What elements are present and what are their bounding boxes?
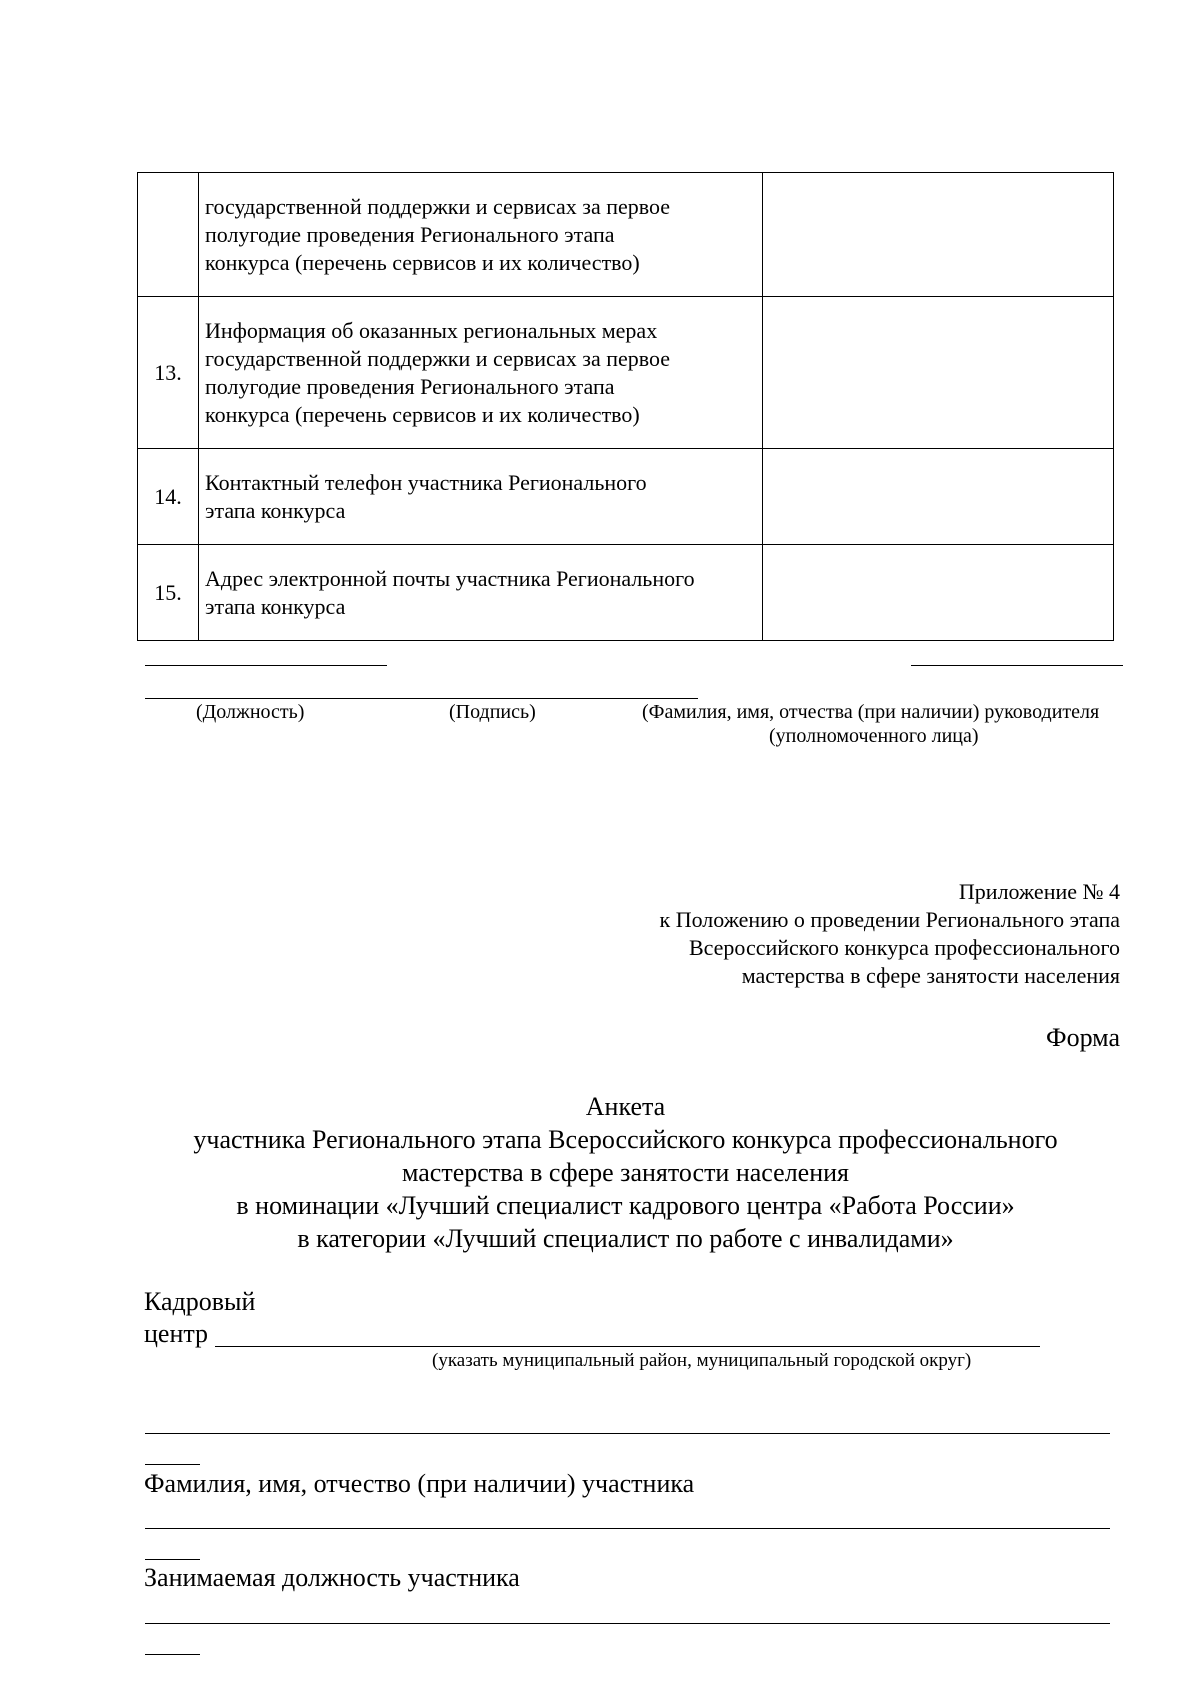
fio-label: Фамилия, имя, отчество (при наличии) участника [144,1469,695,1498]
table-row [138,173,1114,297]
appendix-line: к Положению о проведении Регионального этапа [659,907,1120,932]
center-label-2: центр [144,1319,209,1348]
form-title [137,1090,1114,1255]
center-input-line-2-tail [145,1464,200,1465]
table-row [138,449,1114,545]
row-number [138,173,199,297]
description-line: Информация об оказанных региональных мерах [205,317,658,343]
row-description [199,297,763,449]
title-line: Анкета [585,1092,666,1121]
signature-caption: (Подпись) [449,701,536,723]
row-value-cell[interactable] [763,545,1114,641]
row-description [199,545,763,641]
description-line: этапа конкурса [205,497,346,523]
table-row [138,545,1114,641]
description-line: Контактный телефон участника Регионального [205,469,647,495]
participant-info-table [137,172,1114,641]
title-line: мастерства в сфере занятости населения [401,1158,849,1187]
description-line: Адрес электронной почты участника Регионального [205,565,695,591]
description-line: конкурса (перечень сервисов и их количество) [205,401,640,427]
row-number: 13. [138,297,199,449]
table-row [138,297,1114,449]
center-label-1: Кадровый [144,1287,256,1316]
description-line: государственной поддержки и сервисах за первое [205,193,671,219]
description-line: государственной поддержки и сервисах за первое [205,345,671,371]
position-caption: (Должность) [196,701,305,723]
row-value-cell[interactable] [763,173,1114,297]
appendix-line: Всероссийского конкурса профессионального [688,935,1120,960]
title-line: в номинации «Лучший специалист кадрового центра «Работа России» [236,1191,1015,1220]
appendix-header [660,878,1121,990]
description-line: этапа конкурса [205,593,346,619]
appendix-line: Приложение № 4 [958,879,1120,904]
title-line: в категории «Лучший специалист по работе с инвалидами» [297,1224,954,1253]
position-input-line-tail [145,1654,200,1655]
position-line [145,665,387,666]
row-description [199,449,763,545]
description-line: конкурса (перечень сервисов и их количество) [205,249,640,275]
center-input-line-2[interactable] [145,1433,1110,1434]
fio-input-line-tail [145,1559,200,1560]
position-input-line[interactable] [145,1623,1110,1624]
name-line [911,665,1123,666]
fio-input-line[interactable] [145,1528,1110,1529]
row-number: 15. [138,545,199,641]
signature-line [145,698,698,699]
name-caption-line1: (Фамилия, имя, отчества (при наличии) руководителя [642,701,1100,723]
name-caption-line2: (уполномоченного лица) [769,725,979,747]
center-input-line[interactable] [215,1346,1040,1347]
description-line: полугодие проведения Регионального этапа [205,373,615,399]
row-value-cell[interactable] [763,449,1114,545]
center-hint: (указать муниципальный район, муниципальный городской округ) [432,1350,972,1371]
row-number: 14. [138,449,199,545]
row-description [199,173,763,297]
form-label: Форма [1046,1023,1120,1052]
title-line: участника Регионального этапа Всероссийского конкурса профессионального [193,1125,1058,1154]
row-value-cell[interactable] [763,297,1114,449]
appendix-line: мастерства в сфере занятости населения [741,963,1120,988]
description-line: полугодие проведения Регионального этапа [205,221,615,247]
position-field-label: Занимаемая должность участника [144,1563,520,1592]
